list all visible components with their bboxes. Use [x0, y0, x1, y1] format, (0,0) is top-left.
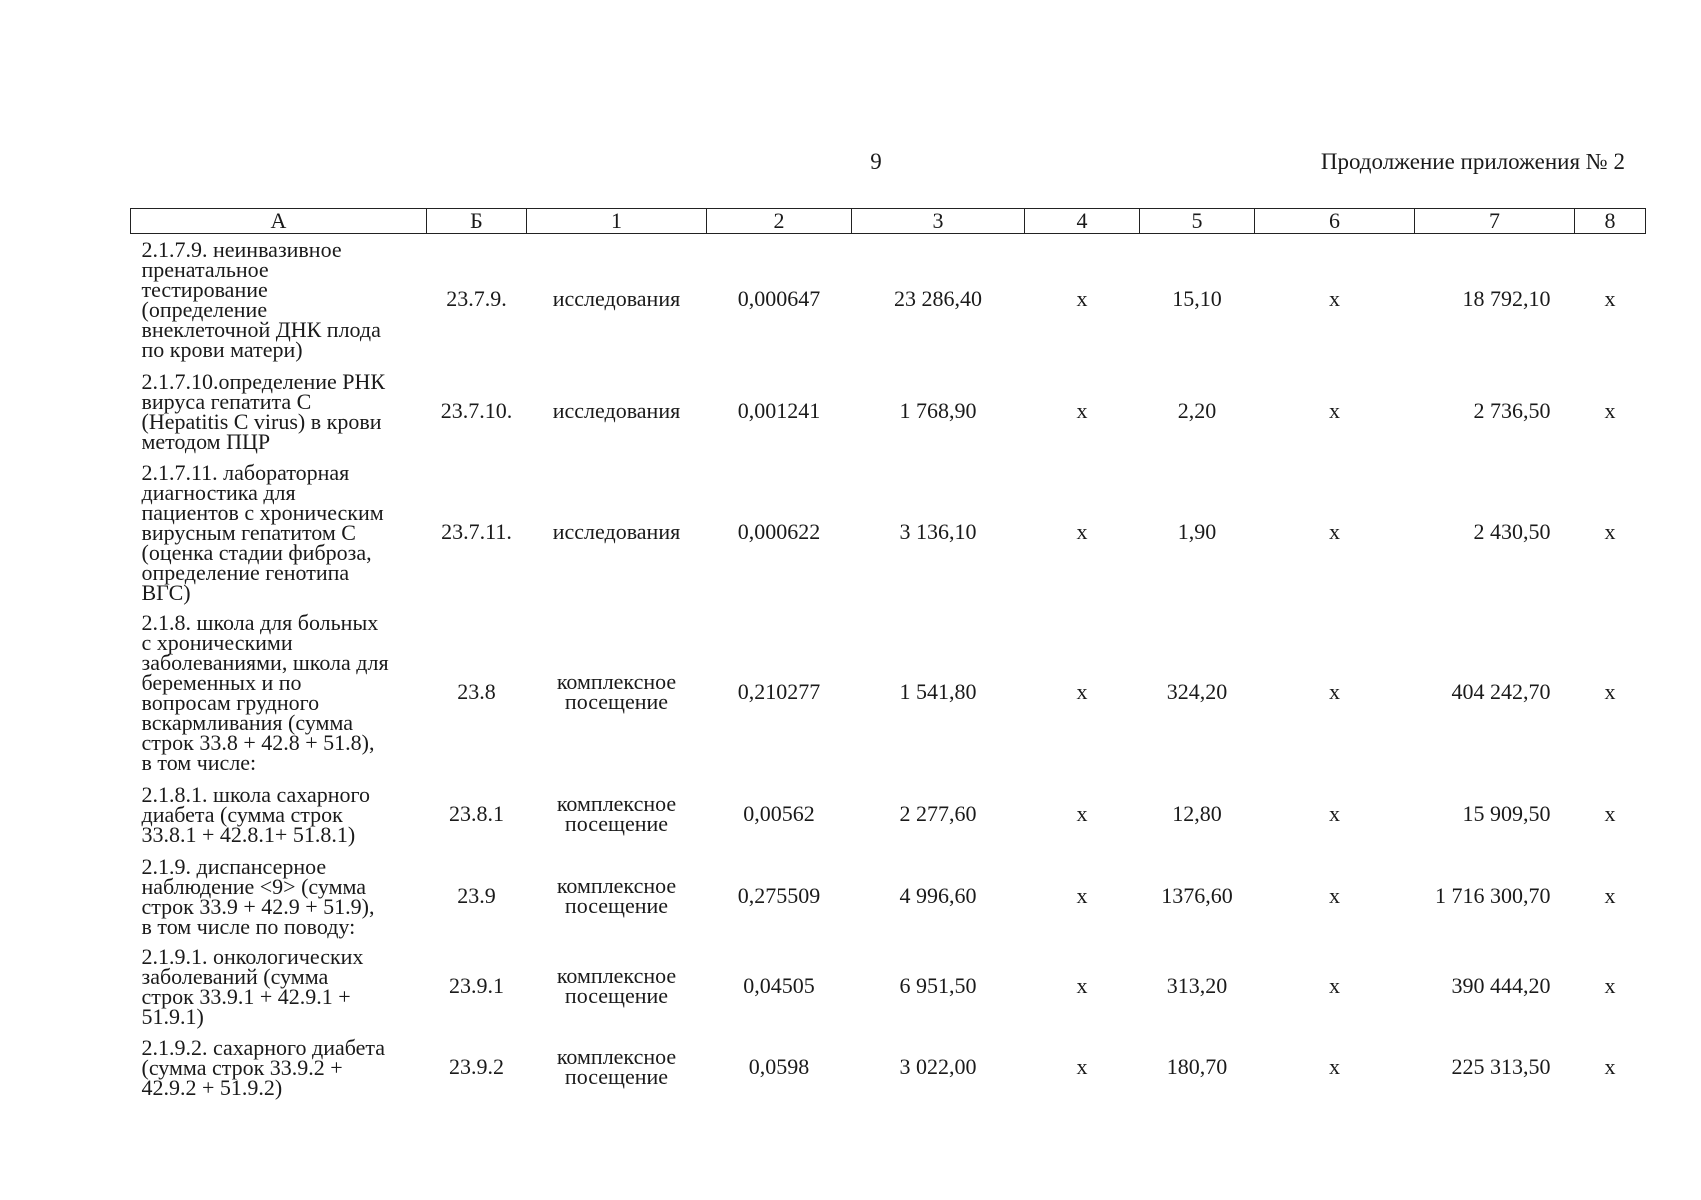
row-name-line: 33.8.1 + 42.8.1+ 51.8.1) — [141, 822, 356, 847]
row-name-line: внеклеточной ДНК плода — [141, 317, 381, 342]
row-col-7-cell: 225 313,50 — [1451, 1054, 1551, 1079]
row-name-line: (Hepatitis C virus) в крови — [141, 408, 382, 434]
table-row — [131, 777, 1646, 851]
table-row — [131, 941, 1646, 1031]
row-col-8-cell: x — [1604, 286, 1616, 311]
row-col-5-cell: 1,90 — [1177, 519, 1217, 544]
row-unit-line: комплексное — [556, 669, 677, 694]
row-col-2-cell: 0,000647 — [737, 286, 821, 311]
row-name-line: (оценка стадии фиброза, — [141, 540, 372, 565]
row-unit-line: посещение — [564, 689, 669, 714]
row-unit-line: посещение — [564, 893, 669, 918]
row-name-cell — [131, 607, 427, 777]
table-row — [131, 1031, 1646, 1103]
header-cell-8: 8 — [1575, 209, 1646, 234]
row-name-line: пренатальное — [141, 257, 269, 282]
row-col-6-cell: x — [1329, 397, 1340, 423]
row-name-line: вскармливания (сумма — [141, 710, 353, 735]
row-name-line: (определение — [141, 297, 268, 322]
row-col-4-cell: x — [1076, 397, 1088, 423]
row-col-3-cell: 4 996,60 — [899, 883, 977, 908]
header-cell-2: 2 — [707, 209, 852, 234]
row-name-line: 2.1.7.11. лабораторная — [141, 460, 350, 485]
row-col-7-cell: 15 909,50 — [1462, 801, 1551, 826]
row-col-6-cell: x — [1329, 883, 1340, 908]
row-col-4-cell: x — [1076, 801, 1088, 826]
row-col-2-cell: 0,04505 — [743, 973, 815, 998]
row-unit-line: посещение — [564, 983, 669, 1008]
header-cell-4: 4 — [1025, 209, 1140, 234]
row-col-5-cell: 313,20 — [1166, 973, 1228, 998]
table-header-row — [131, 209, 1646, 234]
row-unit-cell — [527, 851, 707, 941]
row-name-line: вирусным гепатитом С — [141, 520, 356, 545]
table-row — [131, 457, 1646, 607]
row-col-3-cell: 1 768,90 — [899, 397, 977, 423]
row-name-cell — [131, 364, 427, 457]
row-col-3-cell: 2 277,60 — [899, 801, 977, 826]
row-col-3-cell: 3 136,10 — [899, 519, 977, 544]
row-unit-cell — [527, 457, 707, 607]
row-col-6-cell: x — [1329, 286, 1340, 311]
row-col-8-cell: x — [1604, 519, 1616, 544]
row-name-line: ВГС) — [141, 580, 191, 605]
row-name-line: с хроническими — [141, 630, 293, 655]
row-col-2-cell: 0,210277 — [737, 679, 821, 704]
row-col-8-cell: x — [1604, 883, 1616, 908]
row-code-cell: 23.8 — [457, 679, 496, 704]
row-unit-line: исследования — [552, 286, 681, 311]
row-col-7-cell: 390 444,20 — [1451, 973, 1551, 998]
row-col-5-cell: 180,70 — [1166, 1054, 1228, 1079]
row-name-line: пациентов с хроническим — [141, 500, 384, 525]
row-name-line: 2.1.8.1. школа сахарного — [141, 782, 370, 807]
header-cell-7: 7 — [1415, 209, 1575, 234]
row-name-line: строк 33.9 + 42.9 + 51.9), — [141, 894, 375, 919]
row-col-4-cell: x — [1076, 1054, 1088, 1079]
row-name-line: 2.1.7.9. неинвазивное — [141, 237, 342, 262]
row-name-line: 2.1.9. диспансерное — [141, 854, 327, 879]
row-unit-cell — [527, 364, 707, 457]
row-col-6-cell: x — [1329, 679, 1340, 704]
row-col-5-cell: 15,10 — [1172, 286, 1222, 311]
row-name-line: по крови матери) — [141, 337, 303, 362]
row-name-line: 2.1.9.2. сахарного диабета — [141, 1035, 386, 1060]
row-name-line: строк 33.9.1 + 42.9.1 + — [141, 984, 351, 1009]
row-unit-cell — [527, 1031, 707, 1103]
row-code-cell: 23.9.1 — [449, 973, 504, 998]
row-name-line: диабета (сумма строк — [141, 802, 343, 827]
row-code-cell: 23.7.9. — [446, 286, 507, 311]
row-name-line: 42.9.2 + 51.9.2) — [141, 1075, 283, 1100]
row-col-7-cell: 2 736,50 — [1473, 397, 1551, 423]
row-col-8-cell: x — [1604, 397, 1616, 423]
table-row — [131, 364, 1646, 457]
table-row — [131, 851, 1646, 941]
row-unit-cell — [527, 607, 707, 777]
row-code-cell: 23.9.2 — [449, 1054, 504, 1079]
row-name-cell — [131, 777, 427, 851]
row-name-line: наблюдение <9> (сумма — [141, 874, 367, 899]
row-name-line: определение генотипа — [141, 560, 350, 585]
row-col-4-cell: x — [1076, 973, 1088, 998]
row-code-cell: 23.7.11. — [441, 519, 512, 544]
row-unit-line: исследования — [552, 519, 681, 544]
page-number: 9 — [870, 149, 882, 174]
row-col-5-cell: 324,20 — [1166, 679, 1228, 704]
row-col-3-cell: 3 022,00 — [899, 1054, 977, 1079]
row-col-6-cell: x — [1329, 801, 1340, 826]
row-unit-line: комплексное — [556, 873, 677, 898]
row-col-8-cell: x — [1604, 973, 1616, 998]
row-col-7-cell: 1 716 300,70 — [1435, 883, 1551, 908]
row-name-line: вопросам грудного — [141, 690, 320, 715]
row-col-2-cell: 0,275509 — [737, 883, 821, 908]
row-col-2-cell: 0,000622 — [737, 519, 821, 544]
row-unit-line: посещение — [564, 811, 669, 836]
row-col-6-cell: x — [1329, 519, 1340, 544]
row-col-2-cell: 0,001241 — [737, 397, 821, 423]
row-unit-cell — [527, 777, 707, 851]
row-unit-line: комплексное — [556, 963, 677, 988]
row-col-6-cell: x — [1329, 973, 1340, 998]
row-name-line: методом ПЦР — [141, 428, 271, 454]
row-code-cell: 23.8.1 — [449, 801, 504, 826]
row-col-5-cell: 2,20 — [1177, 397, 1217, 423]
row-name-line: (сумма строк 33.9.2 + — [141, 1055, 343, 1080]
table-row — [131, 234, 1646, 365]
table-body — [131, 234, 1646, 1104]
row-col-7-cell: 18 792,10 — [1462, 286, 1551, 311]
continuation-header: Продолжение приложения № 2 — [1320, 149, 1625, 174]
row-unit-line: комплексное — [556, 1044, 677, 1069]
row-name-line: в том числе: — [141, 750, 257, 775]
row-unit-cell — [527, 941, 707, 1031]
row-col-7-cell: 404 242,70 — [1451, 679, 1551, 704]
row-col-4-cell: x — [1076, 679, 1088, 704]
header-cell-3: 3 — [852, 209, 1025, 234]
row-name-cell — [131, 1031, 427, 1103]
row-col-4-cell: x — [1076, 883, 1088, 908]
header-cell-b: Б — [427, 209, 527, 234]
row-unit-line: комплексное — [556, 791, 677, 816]
row-col-8-cell: x — [1604, 679, 1616, 704]
row-name-cell — [131, 457, 427, 607]
row-name-line: беременных и по — [141, 670, 302, 695]
row-col-7-cell: 2 430,50 — [1473, 519, 1551, 544]
row-name-cell — [131, 234, 427, 365]
row-unit-line: исследования — [552, 397, 681, 423]
row-col-8-cell: x — [1604, 801, 1616, 826]
row-code-cell: 23.7.10. — [440, 397, 513, 423]
row-name-line: 2.1.8. школа для больных — [141, 610, 379, 635]
row-col-5-cell: 1376,60 — [1161, 883, 1233, 908]
row-unit-line: посещение — [564, 1064, 669, 1089]
row-name-line: 2.1.7.10.определение РНК — [141, 368, 386, 394]
row-name-line: заболеваниями, школа для — [141, 650, 389, 675]
row-name-line: заболеваний (сумма — [141, 964, 329, 989]
header-cell-6: 6 — [1255, 209, 1415, 234]
row-col-3-cell: 6 951,50 — [899, 973, 977, 998]
row-col-8-cell: x — [1604, 1054, 1616, 1079]
header-cell-1: 1 — [527, 209, 707, 234]
row-col-3-cell: 23 286,40 — [894, 286, 982, 311]
header-cell-5: 5 — [1140, 209, 1255, 234]
row-name-cell — [131, 851, 427, 941]
annex-table — [130, 208, 1646, 1103]
row-name-line: тестирование — [141, 277, 268, 302]
row-col-4-cell: x — [1076, 519, 1088, 544]
row-col-6-cell: x — [1329, 1054, 1340, 1079]
table-row — [131, 607, 1646, 777]
row-name-line: строк 33.8 + 42.8 + 51.8), — [141, 730, 375, 755]
row-col-5-cell: 12,80 — [1172, 801, 1222, 826]
row-name-cell — [131, 941, 427, 1031]
row-name-line: в том числе по поводу: — [141, 914, 356, 939]
row-col-2-cell: 0,00562 — [743, 801, 815, 826]
header-cell-a: А — [131, 209, 427, 234]
row-col-4-cell: x — [1076, 286, 1088, 311]
row-col-3-cell: 1 541,80 — [899, 679, 977, 704]
row-col-2-cell: 0,0598 — [748, 1054, 810, 1079]
row-code-cell: 23.9 — [457, 883, 496, 908]
row-name-line: вируса гепатита С — [141, 388, 312, 414]
row-name-line: диагностика для — [141, 480, 296, 505]
row-name-line: 2.1.9.1. онкологических — [141, 944, 364, 969]
row-name-line: 51.9.1) — [141, 1004, 204, 1029]
row-unit-cell — [527, 234, 707, 365]
